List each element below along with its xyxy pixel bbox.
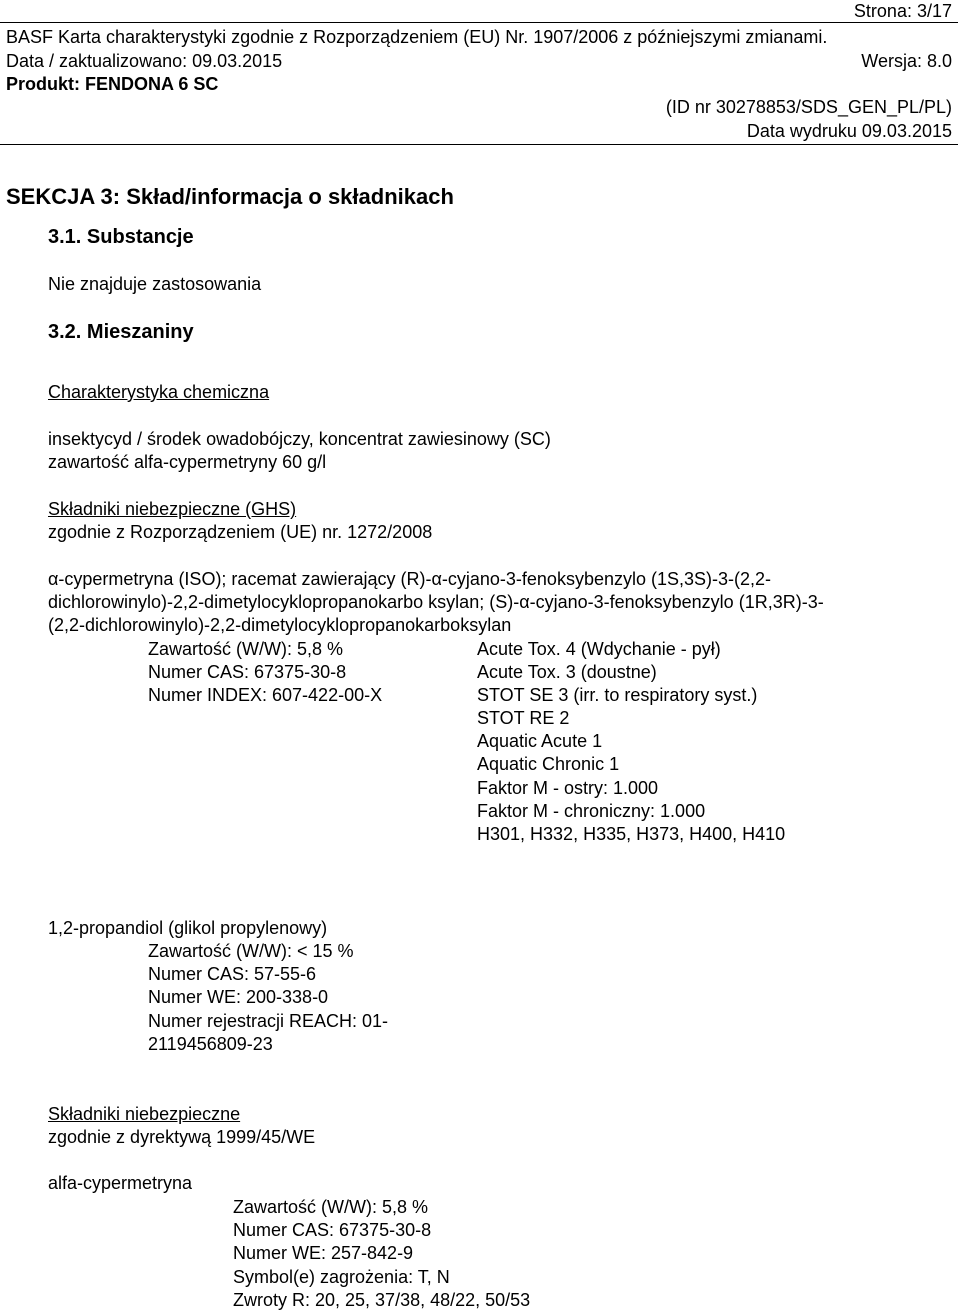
- hazard-statements: H301, H332, H335, H373, H400, H410: [477, 824, 786, 844]
- substances-text: Nie znajduje zastosowania: [48, 274, 262, 294]
- ingredient-name-line-2: dichlorowinylo)-2,2-dimetylocyklopropanokarbo ksylan; (S)-α-cyjano-3-fenoksybenzylo (1R,3R)-3-: [48, 592, 824, 612]
- ingredient-name: 1,2-propandiol (glikol propylenowy): [48, 918, 328, 938]
- ghs-heading: Składniki niebezpieczne (GHS): [48, 499, 297, 519]
- m-factor-chronic: Faktor M - chroniczny: 1.000: [477, 801, 706, 821]
- section-title: SEKCJA 3: Skład/informacja o składnikach: [6, 184, 454, 209]
- header-rule-top: [0, 22, 958, 23]
- product-name: Produkt: FENDONA 6 SC: [6, 74, 219, 94]
- risk-phrases: Zwroty R: 20, 25, 37/38, 48/22, 50/53: [233, 1290, 531, 1310]
- document-title: BASF Karta charakterystyki zgodnie z Rozporządzeniem (EU) Nr. 1907/2006 z późniejszymi zmianami.: [6, 27, 828, 47]
- hazard-class: Acute Tox. 3 (doustne): [477, 662, 657, 682]
- page-number: Strona: 3/17: [853, 1, 952, 21]
- ingredient-reach-line-2: 2119456809-23: [148, 1034, 273, 1054]
- ingredient-content: Zawartość (W/W): 5,8 %: [233, 1197, 429, 1217]
- directive-heading: Składniki niebezpieczne: [48, 1104, 241, 1124]
- directive-line: zgodnie z dyrektywą 1999/45/WE: [48, 1127, 316, 1147]
- substances-title: 3.1. Substancje: [48, 226, 194, 248]
- ingredient-cas: Numer CAS: 57-55-6: [148, 964, 317, 984]
- ingredient-name-line-1: α-cypermetryna (ISO); racemat zawierający (R)-α-cyjano-3-fenoksybenzylo (1S,3S)-3-(2,2-: [48, 569, 772, 589]
- hazard-class: STOT RE 2: [477, 708, 570, 728]
- ingredient-ec: Numer WE: 200-338-0: [148, 987, 329, 1007]
- date-updated: Data / zaktualizowano: 09.03.2015: [6, 51, 283, 71]
- hazard-class: Acute Tox. 4 (Wdychanie - pył): [477, 639, 721, 659]
- hazard-class: Aquatic Chronic 1: [477, 754, 620, 774]
- ingredient-ec: Numer WE: 257-842-9: [233, 1243, 414, 1263]
- m-factor-acute: Faktor M - ostry: 1.000: [477, 778, 659, 798]
- ingredient-name-line-3: (2,2-dichlorowinylo)-2,2-dimetylocyklopropanokarboksylan: [48, 615, 512, 635]
- hazard-symbols: Symbol(e) zagrożenia: T, N: [233, 1267, 450, 1287]
- header-rule-bottom: [0, 144, 958, 145]
- ingredient-name: alfa-cypermetryna: [48, 1173, 193, 1193]
- hazard-class: STOT SE 3 (irr. to respiratory syst.): [477, 685, 758, 705]
- version: Wersja: 8.0: [861, 51, 952, 71]
- ingredient-content: Zawartość (W/W): < 15 %: [148, 941, 354, 961]
- chem-line-1: insektycyd / środek owadobójczy, koncentrat zawiesinowy (SC): [48, 429, 551, 449]
- hazard-class: Aquatic Acute 1: [477, 731, 603, 751]
- chem-characteristics-heading: Charakterystyka chemiczna: [48, 382, 270, 402]
- ingredient-cas: Numer CAS: 67375-30-8: [233, 1220, 432, 1240]
- print-date: Data wydruku 09.03.2015: [746, 121, 952, 141]
- ghs-regulation: zgodnie z Rozporządzeniem (UE) nr. 1272/2008: [48, 522, 433, 542]
- ingredient-index: Numer INDEX: 607-422-00-X: [148, 685, 383, 705]
- mixtures-title: 3.2. Mieszaniny: [48, 321, 194, 343]
- ingredient-content: Zawartość (W/W): 5,8 %: [148, 639, 344, 659]
- chem-line-2: zawartość alfa-cypermetryny 60 g/l: [48, 452, 327, 472]
- ingredient-cas: Numer CAS: 67375-30-8: [148, 662, 347, 682]
- ingredient-reach-line-1: Numer rejestracji REACH: 01-: [148, 1011, 389, 1031]
- document-id: (ID nr 30278853/SDS_GEN_PL/PL): [665, 97, 952, 117]
